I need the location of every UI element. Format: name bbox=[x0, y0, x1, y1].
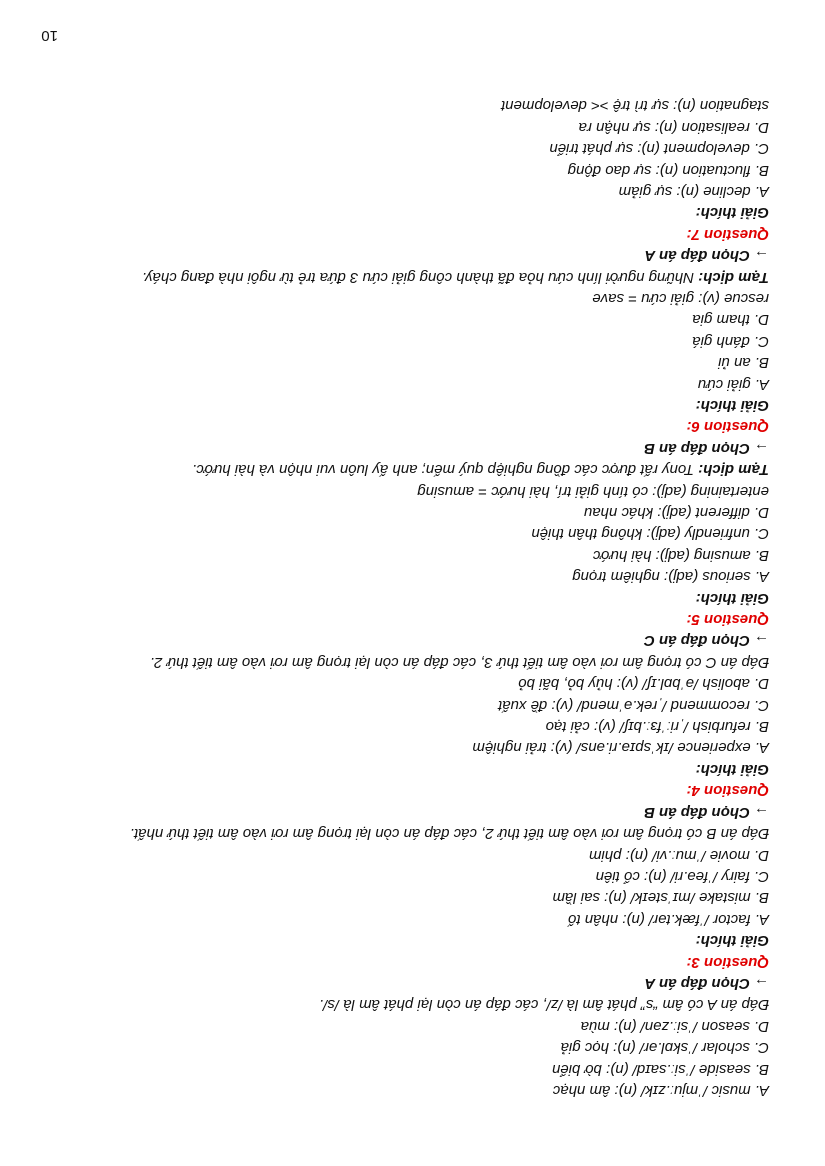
q4-option-a: A. experience /ɪkˈspɪə.ri.əns/ (v): trải nghiệm bbox=[472, 739, 769, 757]
page-number: 10 bbox=[41, 27, 58, 44]
q5-note: entertaining (adj): có tính giải trí, hài hước = amusing bbox=[417, 482, 769, 500]
q2-option-b: B. seaside /ˈsiː.saɪd/ (n): bờ biển bbox=[551, 1060, 769, 1078]
q3-option-b: B. mistake /mɪˈsteɪk/ (n): sai lầm bbox=[552, 889, 769, 907]
q7-explain-label: Giải thích: bbox=[695, 204, 769, 222]
q4-note: Đáp án C có trọng âm rơi vào âm tiết thứ 3, các đáp án còn lại trọng âm rơi vào âm tiết thứ 2. bbox=[149, 653, 769, 671]
q4-explain-label: Giải thích: bbox=[695, 760, 769, 778]
q7-heading: Question 7: bbox=[686, 225, 769, 243]
q6-option-a: A. giải cứu bbox=[697, 375, 769, 393]
q4-answer: → Chọn đáp án C bbox=[644, 632, 769, 650]
q6-option-b: B. an ủi bbox=[718, 354, 769, 372]
q2-option-a: A. music /ˈmjuː.zɪk/ (n): âm nhạc bbox=[552, 1082, 769, 1099]
q4-option-c: C. recommend /ˌrek.əˈmend/ (v): đề xuất bbox=[498, 696, 769, 714]
q5-option-d: D. different (adj): khác nhau bbox=[583, 504, 769, 522]
q2-option-d: D. season /ˈsiː.zən/ (n): mùa bbox=[580, 1017, 769, 1035]
q4-option-d: D. abolish /əˈbɒl.ɪʃ/ (v): hủy bỏ, bãi bỏ bbox=[518, 675, 769, 693]
q6-translation-text: Những người lính cứu hỏa đã thành công giải cứu 3 đứa trẻ từ ngôi nhà đang cháy. bbox=[141, 268, 699, 286]
q6-translation-label: Tạm dịch: bbox=[698, 268, 769, 286]
q3-note: Đáp án B có trọng âm rơi vào âm tiết thứ 2, các đáp án còn lại trọng âm rơi vào âm tiết thứ nhất. bbox=[129, 825, 769, 843]
q5-translation-label: Tạm dịch: bbox=[698, 461, 769, 479]
q6-note: rescue (v): giải cứu = save bbox=[592, 289, 769, 307]
q5-translation-text: Tony rất được các đồng nghiệp quý mến; anh ấy luôn vui nhộn và hài hước. bbox=[192, 461, 699, 479]
q4-heading: Question 4: bbox=[686, 782, 769, 800]
q5-translation bbox=[49, 459, 769, 480]
q6-explain-label: Giải thích: bbox=[695, 397, 769, 414]
q7-option-c: C. development (n): sự phát triển bbox=[549, 140, 769, 158]
q3-answer: → Chọn đáp án B bbox=[644, 803, 769, 821]
q6-answer: → Chọn đáp án A bbox=[644, 247, 769, 265]
q3-option-a: A. factor /ˈfæk.tər/ (n): nhân tố bbox=[568, 910, 769, 928]
q2-note: Đáp án A có âm “s” phát âm là /z/, các đáp án còn lại phát âm là /s/. bbox=[319, 996, 769, 1014]
q5-heading: Question 5: bbox=[686, 611, 769, 629]
q5-option-b: B. amusing (adj): hài hước bbox=[592, 546, 769, 564]
q7-note: stagnation (n): sự trì trệ >< development bbox=[501, 97, 769, 115]
q3-heading: Question 3: bbox=[686, 953, 769, 971]
q3-option-c: C. fairy /ˈfeə.ri/ (n): cổ tiên bbox=[595, 867, 769, 885]
q2-answer: → Chọn đáp án A bbox=[644, 974, 769, 992]
q5-option-c: C. unfriendly (adj): không thân thiện bbox=[531, 525, 769, 543]
q5-option-a: A. serious (adj): nghiêm trọng bbox=[572, 568, 769, 586]
q6-option-d: D. tham gia bbox=[692, 311, 769, 329]
q5-explain-label: Giải thích: bbox=[695, 589, 769, 607]
q3-explain-label: Giải thích: bbox=[695, 932, 769, 950]
q5-answer: → Chọn đáp án B bbox=[644, 439, 769, 457]
q7-option-b: B. fluctuation (n): sự dao động bbox=[567, 161, 769, 179]
answer-explanations bbox=[49, 95, 769, 1101]
q7-option-a: A. decline (n): sự giảm bbox=[618, 182, 769, 200]
q7-option-d: D. realisation (n): sự nhận ra bbox=[578, 118, 769, 136]
q6-heading: Question 6: bbox=[686, 418, 769, 436]
q6-option-c: C. đánh giá bbox=[692, 332, 769, 350]
q4-option-b: B. refurbish /ˌriːˈfɜː.bɪʃ/ (v): cải tạo bbox=[545, 718, 769, 736]
q2-option-c: C. scholar /ˈskɒl.ər/ (n): học giả bbox=[560, 1039, 769, 1057]
q6-translation bbox=[49, 266, 769, 287]
q3-option-d: D. movie /ˈmuː.vi/ (n): phim bbox=[588, 846, 769, 864]
